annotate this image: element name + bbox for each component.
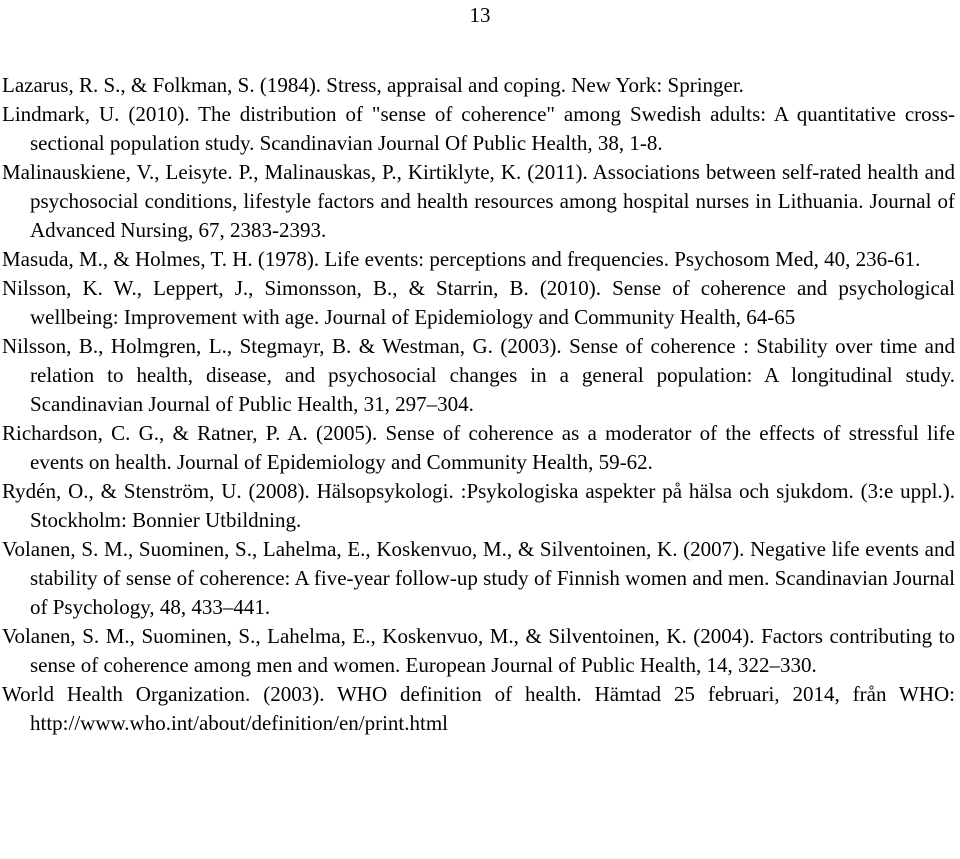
- reference-entry: Nilsson, K. W., Leppert, J., Simonsson, B., & Starrin, B. (2010). Sense of coherence and psychological wellbeing: Improvement with age. Journal of Epidemiology and Community Health, 64-65: [2, 276, 955, 329]
- reference-entry: Volanen, S. M., Suominen, S., Lahelma, E., Koskenvuo, M., & Silventoinen, K. (2007). Negative life events and stability of sense of coherence: A five-year follow-up study of Finnish women and men. Scandinavian Journal of Psychology, 48, 433–441.: [2, 537, 955, 619]
- reference-entry: Malinauskiene, V., Leisyte. P., Malinauskas, P., Kirtiklyte, K. (2011). Associations between self-rated health and psychosocial conditions, lifestyle factors and health resources among hospital nurses in Lithuania. Journal of Advanced Nursing, 67, 2383-2393.: [2, 160, 955, 242]
- reference-entry: Richardson, C. G., & Ratner, P. A. (2005). Sense of coherence as a moderator of the effects of stressful life events on health. Journal of Epidemiology and Community Health, 59-62.: [2, 421, 955, 474]
- reference-entry: Volanen, S. M., Suominen, S., Lahelma, E., Koskenvuo, M., & Silventoinen, K. (2004). Factors contributing to sense of coherence among men and women. European Journal of Public Health, 14, 322–330.: [2, 624, 955, 677]
- reference-entry: Lindmark, U. (2010). The distribution of "sense of coherence" among Swedish adults: A quantitative cross-sectional population study. Scandinavian Journal Of Public Health, 38, 1-8.: [2, 102, 955, 155]
- reference-entry: Rydén, O., & Stenström, U. (2008). Hälsopsykologi. :Psykologiska aspekter på hälsa och sjukdom. (3:e uppl.). Stockholm: Bonnier Utbildning.: [2, 479, 955, 532]
- reference-entry: Lazarus, R. S., & Folkman, S. (1984). Stress, appraisal and coping. New York: Springer.: [2, 73, 744, 97]
- reference-list: [2, 71, 955, 738]
- reference-entry: Masuda, M., & Holmes, T. H. (1978). Life events: perceptions and frequencies. Psychosom Med, 40, 236-61.: [2, 247, 921, 271]
- reference-entry: World Health Organization. (2003). WHO definition of health. Hämtad 25 februari, 2014, från WHO: http://www.who.int/about/definition/en/print.html: [2, 682, 955, 735]
- reference-entry: Nilsson, B., Holmgren, L., Stegmayr, B. & Westman, G. (2003). Sense of coherence : Stability over time and relation to health, disease, and psychosocial changes in a general population: A longitudinal study. Scandinavian Journal of Public Health, 31, 297–304.: [2, 334, 955, 416]
- page-number: 13: [469, 3, 491, 27]
